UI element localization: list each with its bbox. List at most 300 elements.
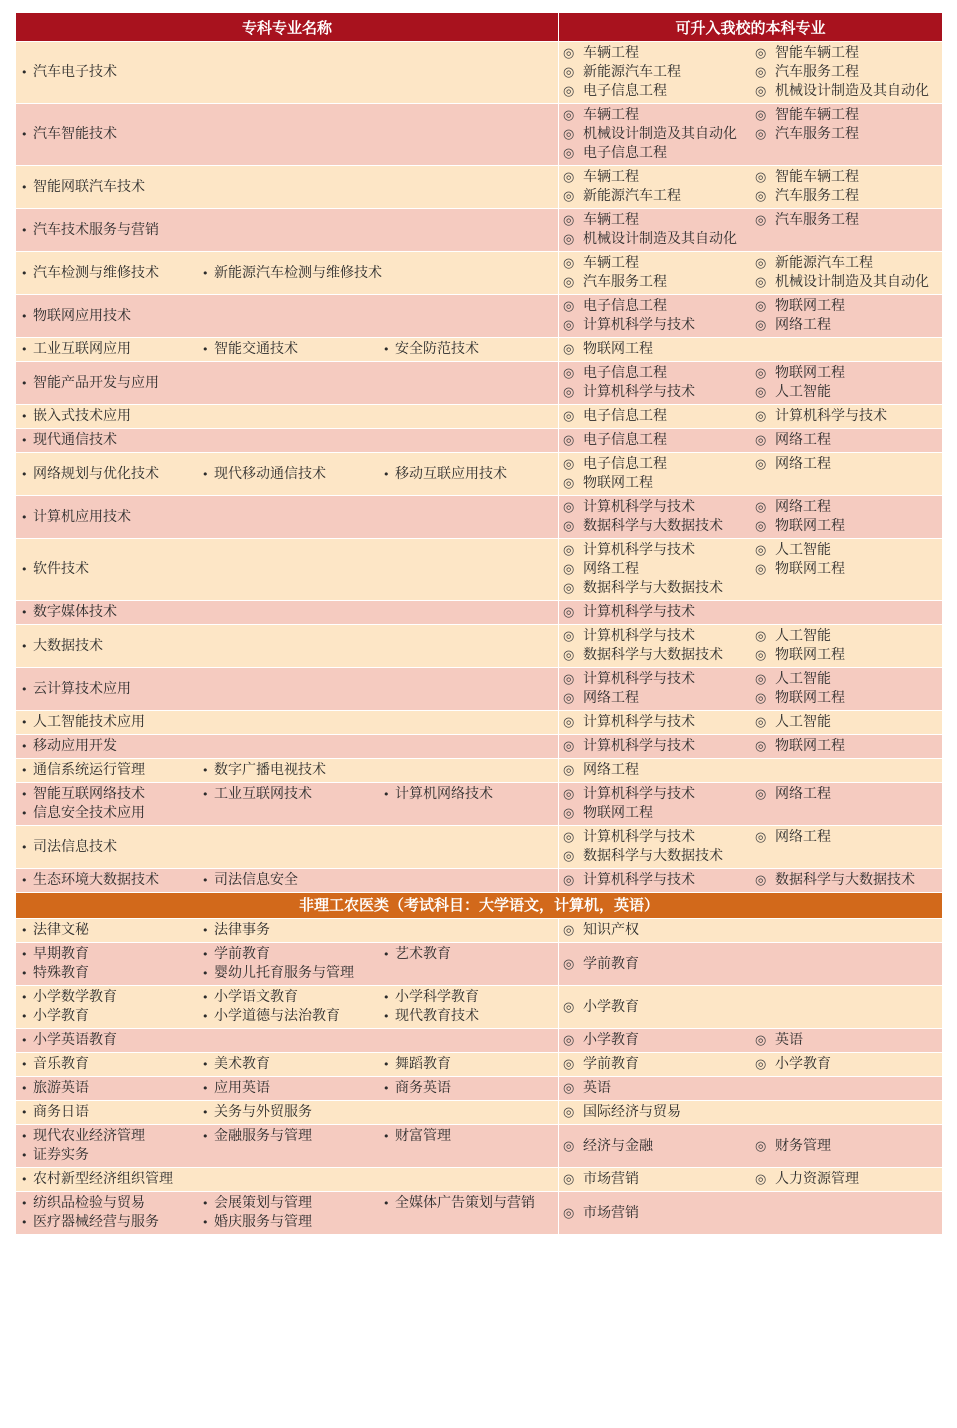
undergrad-major-item (563, 63, 755, 82)
undergrad-major-list (563, 1031, 938, 1050)
double-circle-icon: ◎ (563, 672, 575, 687)
undergrad-major-item (755, 541, 939, 560)
undergrad-major-item (563, 273, 755, 292)
undergrad-major-label: 网络工程 (775, 432, 831, 448)
section-title: 非理工农医类（考试科目：大学语文，计算机，英语） (16, 893, 943, 919)
undergrad-major-item (755, 254, 939, 273)
junior-major-item: • 关务与外贸服务 (201, 1103, 382, 1122)
undergrad-major-list (563, 211, 938, 249)
undergrad-major-label: 国际经济与贸易 (583, 1104, 681, 1120)
undergrad-major-label: 计算机科学与技术 (583, 499, 695, 515)
double-circle-icon: ◎ (563, 787, 575, 802)
junior-major-item: • 汽车检测与维修技术 (20, 264, 201, 283)
junior-major-list (20, 374, 554, 393)
double-circle-icon: ◎ (563, 189, 575, 204)
double-circle-icon: ◎ (563, 232, 575, 247)
undergrad-major-item (755, 498, 939, 517)
double-circle-icon: ◎ (563, 500, 575, 515)
undergrad-major-item (563, 431, 755, 450)
undergrad-major-label: 计算机科学与技术 (583, 384, 695, 400)
double-circle-icon: ◎ (563, 127, 575, 142)
undergrad-major-item (755, 364, 939, 383)
undergrad-major-item (563, 1079, 755, 1098)
double-circle-icon: ◎ (563, 275, 575, 290)
undergrad-major-item (563, 646, 755, 665)
undergrad-major-list (563, 1137, 938, 1156)
junior-major-cell (16, 429, 559, 453)
undergrad-major-label: 机械设计制造及其自动化 (583, 126, 737, 142)
double-circle-icon: ◎ (755, 1172, 767, 1187)
table-row (16, 338, 943, 362)
undergrad-major-list (563, 921, 938, 940)
junior-major-item: • 美术教育 (201, 1055, 382, 1074)
undergrad-major-item (755, 297, 939, 316)
undergrad-major-label: 知识产权 (583, 922, 639, 938)
undergrad-major-item (563, 187, 755, 206)
undergrad-major-item (755, 273, 939, 292)
junior-major-cell (16, 1125, 559, 1168)
undergrad-major-item (563, 603, 755, 622)
undergrad-major-item (755, 737, 939, 756)
junior-major-cell (16, 362, 559, 405)
double-circle-icon: ◎ (755, 1033, 767, 1048)
undergrad-major-label: 计算机科学与技术 (583, 738, 695, 754)
junior-major-cell (16, 104, 559, 166)
major-mapping-table-wrapper (15, 12, 942, 1235)
non-science-rows (16, 919, 943, 1235)
undergrad-major-label: 物联网工程 (583, 805, 653, 821)
undergrad-major-cell (559, 1029, 943, 1053)
table-header-row (16, 13, 943, 42)
undergrad-major-item (755, 125, 939, 144)
junior-major-item: • 法律事务 (201, 921, 382, 940)
double-circle-icon: ◎ (755, 648, 767, 663)
double-circle-icon: ◎ (563, 299, 575, 314)
undergrad-major-list (563, 1055, 938, 1074)
undergrad-major-list (563, 340, 938, 359)
double-circle-icon: ◎ (563, 65, 575, 80)
junior-major-item: • 小学教育 (20, 1007, 201, 1026)
table-row (16, 362, 943, 405)
undergrad-major-label: 计算机科学与技术 (775, 408, 887, 424)
junior-major-cell (16, 668, 559, 711)
undergrad-major-list (563, 1204, 938, 1223)
double-circle-icon: ◎ (563, 366, 575, 381)
junior-major-item: • 应用英语 (201, 1079, 382, 1098)
undergrad-major-label: 电子信息工程 (583, 408, 667, 424)
junior-major-list (20, 1079, 554, 1098)
undergrad-major-label: 人力资源管理 (775, 1171, 859, 1187)
undergrad-major-cell (559, 295, 943, 338)
double-circle-icon: ◎ (755, 739, 767, 754)
undergrad-major-cell (559, 943, 943, 986)
junior-major-cell (16, 869, 559, 893)
undergrad-major-label: 车辆工程 (583, 255, 639, 271)
undergrad-major-item (755, 455, 939, 474)
undergrad-major-item (755, 646, 939, 665)
double-circle-icon: ◎ (563, 476, 575, 491)
table-row (16, 453, 943, 496)
double-circle-icon: ◎ (755, 213, 767, 228)
double-circle-icon: ◎ (563, 84, 575, 99)
junior-major-cell (16, 295, 559, 338)
double-circle-icon: ◎ (563, 629, 575, 644)
undergrad-major-cell (559, 735, 943, 759)
undergrad-major-item (755, 431, 939, 450)
undergrad-major-label: 网络工程 (775, 499, 831, 515)
junior-major-item: • 嵌入式技术应用 (20, 407, 201, 426)
undergrad-major-item (755, 713, 939, 732)
junior-major-item: • 小学科学教育 (382, 988, 555, 1007)
undergrad-major-label: 计算机科学与技术 (583, 714, 695, 730)
double-circle-icon: ◎ (563, 385, 575, 400)
undergrad-major-list (563, 713, 938, 732)
undergrad-major-item (755, 670, 939, 689)
undergrad-major-item (563, 211, 755, 230)
undergrad-major-item (563, 44, 755, 63)
undergrad-major-cell (559, 209, 943, 252)
undergrad-major-label: 网络工程 (775, 786, 831, 802)
undergrad-major-item (563, 297, 755, 316)
undergrad-major-item (563, 1170, 755, 1189)
undergrad-major-label: 汽车服务工程 (775, 212, 859, 228)
junior-major-cell (16, 453, 559, 496)
undergrad-major-label: 电子信息工程 (583, 432, 667, 448)
undergrad-major-label: 网络工程 (775, 317, 831, 333)
table-row (16, 295, 943, 338)
undergrad-major-cell (559, 783, 943, 826)
undergrad-major-item (755, 1137, 939, 1156)
double-circle-icon: ◎ (755, 787, 767, 802)
undergrad-major-label: 电子信息工程 (583, 298, 667, 314)
double-circle-icon: ◎ (563, 409, 575, 424)
undergrad-major-label: 小学教育 (583, 998, 639, 1015)
junior-major-cell (16, 759, 559, 783)
double-circle-icon: ◎ (563, 648, 575, 663)
undergrad-major-cell (559, 496, 943, 539)
undergrad-major-list (563, 1170, 938, 1189)
table-row (16, 1029, 943, 1053)
undergrad-major-label: 市场营销 (583, 1204, 639, 1221)
double-circle-icon: ◎ (563, 318, 575, 333)
double-circle-icon: ◎ (563, 562, 575, 577)
undergrad-major-item (563, 579, 755, 598)
undergrad-major-item (563, 955, 755, 974)
undergrad-major-label: 电子信息工程 (583, 145, 667, 161)
table-row (16, 826, 943, 869)
undergrad-major-item (563, 168, 755, 187)
double-circle-icon: ◎ (755, 46, 767, 61)
junior-major-item: • 学前教育 (201, 945, 382, 964)
undergrad-major-label: 网络工程 (583, 762, 639, 778)
undergrad-major-label: 经济与金融 (583, 1137, 653, 1154)
undergrad-major-list (563, 254, 938, 292)
junior-major-item: • 小学数学教育 (20, 988, 201, 1007)
junior-major-item: • 智能交通技术 (201, 340, 382, 359)
table-row (16, 104, 943, 166)
undergrad-major-list (563, 168, 938, 206)
junior-major-item: • 司法信息技术 (20, 838, 201, 857)
double-circle-icon: ◎ (563, 1081, 575, 1096)
junior-major-cell (16, 539, 559, 601)
undergrad-major-item (563, 517, 755, 536)
junior-major-item: • 婚庆服务与管理 (201, 1213, 382, 1232)
junior-major-list (20, 307, 554, 326)
junior-major-cell (16, 405, 559, 429)
junior-major-item: • 汽车技术服务与营销 (20, 221, 201, 240)
junior-major-item: • 特殊教育 (20, 964, 201, 983)
junior-major-item: • 现代移动通信技术 (201, 465, 382, 484)
junior-major-item: • 信息安全技术应用 (20, 804, 201, 823)
undergrad-major-list (563, 455, 938, 493)
undergrad-major-list (563, 737, 938, 756)
double-circle-icon: ◎ (755, 543, 767, 558)
undergrad-major-item (755, 44, 939, 63)
undergrad-major-label: 英语 (775, 1032, 803, 1048)
junior-major-item: • 法律文秘 (20, 921, 201, 940)
junior-major-item: • 计算机网络技术 (382, 785, 555, 804)
undergrad-major-label: 数据科学与大数据技术 (583, 518, 723, 534)
double-circle-icon: ◎ (755, 127, 767, 142)
major-mapping-table (15, 12, 943, 1235)
junior-major-list (20, 761, 554, 780)
junior-major-list (20, 737, 554, 756)
undergrad-major-item (563, 230, 755, 249)
junior-major-cell (16, 252, 559, 295)
junior-major-list (20, 988, 554, 1026)
junior-major-cell (16, 783, 559, 826)
undergrad-major-item (563, 1055, 755, 1074)
junior-major-cell (16, 338, 559, 362)
undergrad-major-item (755, 316, 939, 335)
undergrad-major-item (755, 106, 939, 125)
double-circle-icon: ◎ (563, 923, 575, 938)
undergrad-major-label: 物联网工程 (583, 341, 653, 357)
undergrad-major-item (755, 1031, 939, 1050)
junior-major-list (20, 785, 554, 823)
undergrad-major-label: 物联网工程 (583, 475, 653, 491)
junior-major-cell (16, 1168, 559, 1192)
undergrad-major-item (563, 474, 755, 493)
undergrad-major-cell (559, 625, 943, 668)
undergrad-major-cell (559, 869, 943, 893)
junior-major-item: • 生态环境大数据技术 (20, 871, 201, 890)
junior-major-item: • 移动应用开发 (20, 737, 201, 756)
undergrad-major-label: 计算机科学与技术 (583, 317, 695, 333)
undergrad-major-cell (559, 601, 943, 625)
undergrad-major-label: 计算机科学与技术 (583, 671, 695, 687)
junior-major-list (20, 264, 554, 283)
undergrad-major-list (563, 761, 938, 780)
table-row (16, 668, 943, 711)
junior-major-list (20, 1103, 554, 1122)
undergrad-major-label: 物联网工程 (775, 298, 845, 314)
undergrad-major-label: 人工智能 (775, 542, 831, 558)
double-circle-icon: ◎ (563, 849, 575, 864)
junior-major-item: • 人工智能技术应用 (20, 713, 201, 732)
double-circle-icon: ◎ (563, 1057, 575, 1072)
undergrad-major-item (563, 871, 755, 890)
undergrad-major-cell (559, 711, 943, 735)
double-circle-icon: ◎ (563, 543, 575, 558)
double-circle-icon: ◎ (563, 1105, 575, 1120)
undergrad-major-cell (559, 919, 943, 943)
undergrad-major-item (563, 921, 755, 940)
undergrad-major-label: 电子信息工程 (583, 83, 667, 99)
undergrad-major-label: 计算机科学与技术 (583, 542, 695, 558)
double-circle-icon: ◎ (563, 830, 575, 845)
undergrad-major-item (563, 1204, 755, 1223)
junior-major-list (20, 680, 554, 699)
science-engineering-rows (16, 42, 943, 893)
double-circle-icon: ◎ (755, 562, 767, 577)
double-circle-icon: ◎ (755, 873, 767, 888)
undergrad-major-item (563, 627, 755, 646)
undergrad-major-item (563, 998, 755, 1017)
junior-major-cell (16, 1101, 559, 1125)
undergrad-major-label: 小学教育 (775, 1056, 831, 1072)
undergrad-major-list (563, 871, 938, 890)
undergrad-major-label: 电子信息工程 (583, 365, 667, 381)
junior-major-item: • 金融服务与管理 (201, 1127, 382, 1146)
junior-major-item: • 婴幼儿托育服务与管理 (201, 964, 382, 983)
undergrad-major-item (563, 1137, 755, 1156)
undergrad-major-label: 人工智能 (775, 384, 831, 400)
undergrad-major-list (563, 785, 938, 823)
junior-major-item: • 医疗器械经营与服务 (20, 1213, 201, 1232)
undergrad-major-label: 小学教育 (583, 1032, 639, 1048)
undergrad-major-label: 人工智能 (775, 628, 831, 644)
undergrad-major-label: 电子信息工程 (583, 456, 667, 472)
junior-major-list (20, 1031, 554, 1050)
double-circle-icon: ◎ (755, 385, 767, 400)
double-circle-icon: ◎ (563, 1033, 575, 1048)
junior-major-item: • 安全防范技术 (382, 340, 555, 359)
table-row (16, 166, 943, 209)
undergrad-major-item (755, 560, 939, 579)
double-circle-icon: ◎ (755, 409, 767, 424)
undergrad-major-label: 智能车辆工程 (775, 169, 859, 185)
junior-major-list (20, 63, 554, 82)
table-row (16, 601, 943, 625)
junior-major-item: • 艺术教育 (382, 945, 555, 964)
junior-major-item: • 小学英语教育 (20, 1031, 201, 1050)
double-circle-icon: ◎ (563, 1205, 575, 1221)
junior-major-item: • 小学语文教育 (201, 988, 382, 1007)
double-circle-icon: ◎ (755, 715, 767, 730)
double-circle-icon: ◎ (563, 146, 575, 161)
undergrad-major-item (563, 804, 755, 823)
undergrad-major-item (755, 785, 939, 804)
undergrad-major-item (563, 828, 755, 847)
undergrad-major-cell (559, 405, 943, 429)
undergrad-major-list (563, 955, 938, 974)
undergrad-major-item (755, 871, 939, 890)
double-circle-icon: ◎ (755, 500, 767, 515)
junior-major-list (20, 221, 554, 240)
junior-major-item: • 旅游英语 (20, 1079, 201, 1098)
double-circle-icon: ◎ (755, 691, 767, 706)
undergrad-major-label: 网络工程 (583, 690, 639, 706)
junior-major-cell (16, 42, 559, 104)
junior-major-item: • 司法信息安全 (201, 871, 382, 890)
undergrad-major-cell (559, 1053, 943, 1077)
junior-major-list (20, 178, 554, 197)
junior-major-cell (16, 1029, 559, 1053)
undergrad-major-item (755, 211, 939, 230)
junior-major-item: • 农村新型经济组织管理 (20, 1170, 201, 1189)
double-circle-icon: ◎ (563, 691, 575, 706)
table-row (16, 429, 943, 453)
undergrad-major-label: 汽车服务工程 (583, 274, 667, 290)
junior-major-item: • 现代教育技术 (382, 1007, 555, 1026)
undergrad-major-item (563, 144, 755, 163)
table-row (16, 986, 943, 1029)
junior-major-cell (16, 943, 559, 986)
junior-major-cell (16, 1192, 559, 1235)
undergrad-major-item (563, 737, 755, 756)
undergrad-major-item (563, 1103, 755, 1122)
double-circle-icon: ◎ (755, 1057, 767, 1072)
undergrad-major-label: 新能源汽车工程 (583, 188, 681, 204)
junior-major-list (20, 407, 554, 426)
undergrad-major-label: 物联网工程 (775, 365, 845, 381)
undergrad-major-list (563, 603, 938, 622)
undergrad-major-label: 车辆工程 (583, 212, 639, 228)
table-row (16, 943, 943, 986)
double-circle-icon: ◎ (755, 65, 767, 80)
table-row (16, 252, 943, 295)
table-row (16, 1192, 943, 1235)
junior-major-item: • 数字媒体技术 (20, 603, 201, 622)
undergrad-major-item (755, 63, 939, 82)
undergrad-major-list (563, 498, 938, 536)
table-row (16, 711, 943, 735)
undergrad-major-item (755, 1055, 939, 1074)
undergrad-major-cell (559, 539, 943, 601)
undergrad-major-item (563, 689, 755, 708)
undergrad-major-label: 物联网工程 (775, 690, 845, 706)
undergrad-major-label: 智能车辆工程 (775, 107, 859, 123)
undergrad-major-list (563, 1079, 938, 1098)
double-circle-icon: ◎ (755, 299, 767, 314)
undergrad-major-item (563, 847, 755, 866)
double-circle-icon: ◎ (563, 108, 575, 123)
undergrad-major-label: 网络工程 (775, 456, 831, 472)
undergrad-major-list (563, 670, 938, 708)
undergrad-major-list (563, 627, 938, 665)
undergrad-major-label: 学前教育 (583, 1056, 639, 1072)
undergrad-major-cell (559, 252, 943, 295)
undergrad-major-cell (559, 338, 943, 362)
double-circle-icon: ◎ (563, 46, 575, 61)
double-circle-icon: ◎ (563, 806, 575, 821)
undergrad-major-list (563, 431, 938, 450)
junior-major-item: • 工业互联网应用 (20, 340, 201, 359)
table-row (16, 1125, 943, 1168)
double-circle-icon: ◎ (563, 581, 575, 596)
undergrad-major-item (563, 407, 755, 426)
junior-major-item: • 工业互联网技术 (201, 785, 382, 804)
junior-major-cell (16, 496, 559, 539)
junior-major-list (20, 945, 554, 983)
undergrad-major-list (563, 1103, 938, 1122)
undergrad-major-label: 数据科学与大数据技术 (775, 872, 915, 888)
undergrad-major-label: 智能车辆工程 (775, 45, 859, 61)
undergrad-major-item (563, 541, 755, 560)
undergrad-major-cell (559, 1192, 943, 1235)
double-circle-icon: ◎ (755, 366, 767, 381)
